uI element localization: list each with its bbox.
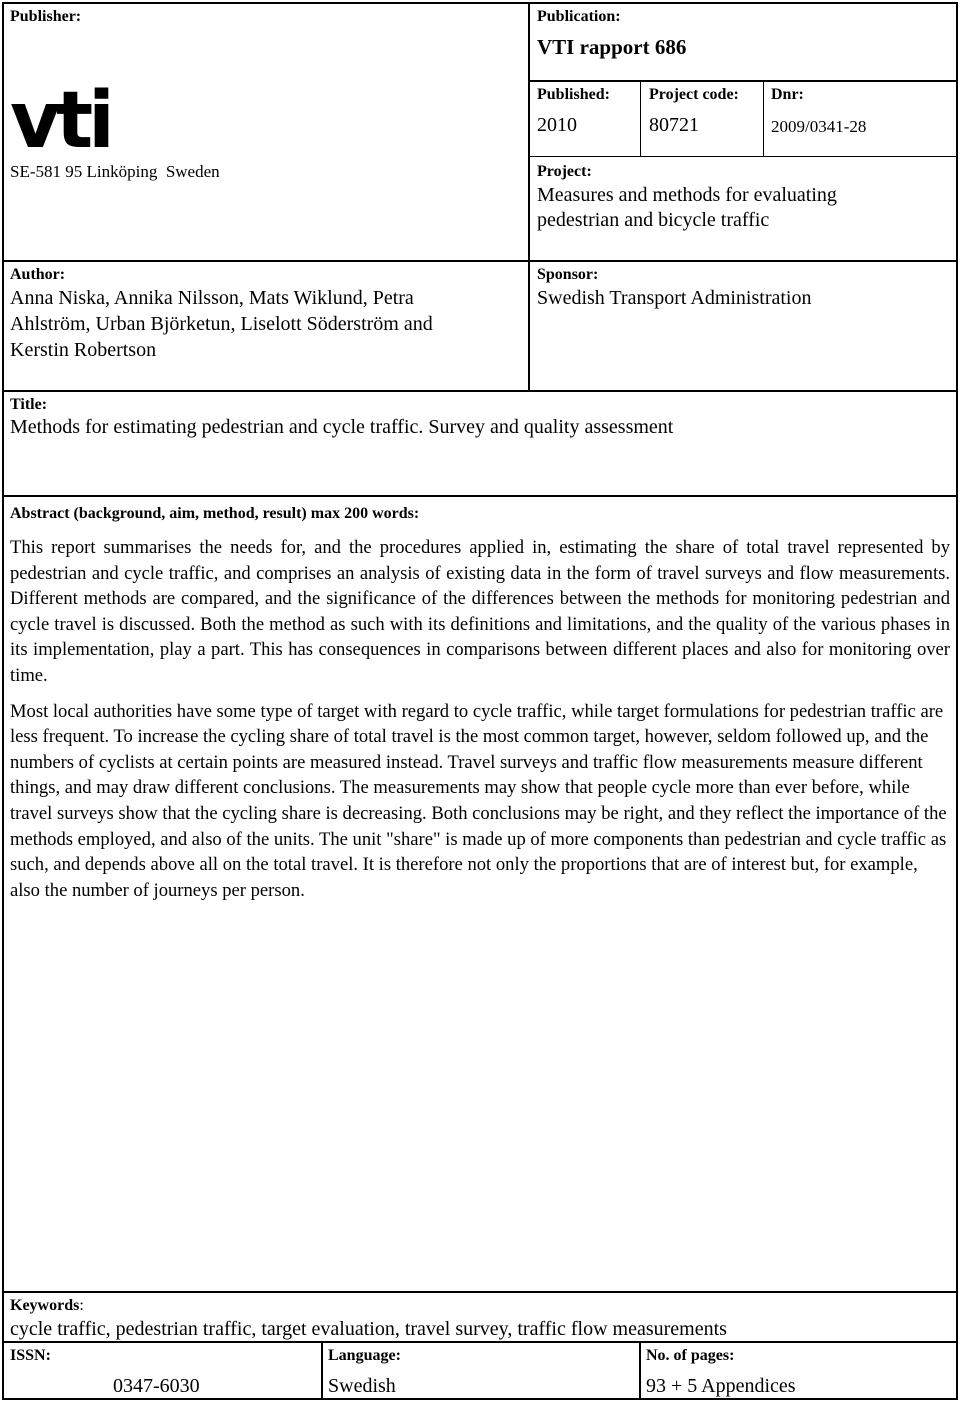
pages-value: 93 + 5 Appendices (646, 1375, 796, 1397)
publisher-address: SE-581 95 Linköping Sweden (10, 162, 220, 181)
divider-row1 (2, 260, 958, 262)
issn-label: ISSN: (10, 1347, 51, 1364)
title-label: Title: (10, 396, 48, 413)
divider-published (640, 80, 641, 157)
abstract-label: Abstract (background, aim, method, result) max 200 words: (10, 505, 420, 522)
divider-issn-row (2, 1341, 958, 1343)
author-line-1: Anna Niska, Annika Nilsson, Mats Wiklund, Petra (10, 287, 414, 309)
frame-right (956, 2, 958, 1400)
published-value: 2010 (537, 114, 577, 136)
author-label: Author: (10, 266, 66, 283)
abstract-paragraph-1: This report summarises the needs for, and the procedures applied in, estimating the share of total travel represented by pedestrian and cycle traffic, and comprises an analysis of existing data in the form of travel surveys and flow measurements. Different methods are compared, and the significance of the differences between the methods for monitoring pedestrian and cycle travel is discussed. Both the method as such with its definitions and limitations, and the quality of the various phases in its implementation, play a part. This has consequences in comparisons between different places and also for monitoring over time. (10, 537, 950, 686)
keywords-label: Keywords (10, 1297, 80, 1314)
frame-left (2, 2, 4, 1400)
sponsor-value: Swedish Transport Administration (537, 287, 812, 309)
divider-vertical-main (528, 2, 530, 391)
publication-value: VTI rapport 686 (537, 35, 687, 59)
project-line-2: pedestrian and bicycle traffic (537, 209, 770, 231)
dnr-value: 2009/0341-28 (771, 117, 867, 136)
divider-published-row (528, 156, 958, 157)
keywords-value: cycle traffic, pedestrian traffic, target evaluation, travel survey, traffic flow measurements (10, 1318, 727, 1340)
project-code-value: 80721 (649, 114, 699, 136)
keywords-label-wrap (10, 1297, 84, 1315)
abstract-paragraph-2: Most local authorities have some type of target with regard to cycle traffic, while target formulations for pedestrian traffic are less frequent. To increase the cycling share of total travel is the most common target, however, seldom followed up, and the numbers of cyclists at certain points are measured instead. Travel surveys and traffic flow measurements measure different things, and may draw different conclusions. The measurements may show that people cycle more than ever before, while travel surveys show that the cycling share is decreasing. Both conclusions may be right, and they reflect the importance of the methods employed, and also of the units. The unit "share" is made up of more components than pedestrian and cycle traffic as such, and depends above all on the total travel. It is therefore not only the proportions that are of interest but, for example, also the number of journeys per person. (10, 700, 947, 901)
divider-row2 (2, 390, 958, 392)
title-value: Methods for estimating pedestrian and cycle traffic. Survey and quality assessment (10, 416, 674, 438)
sponsor-label: Sponsor: (537, 266, 599, 283)
divider-project-code (763, 80, 764, 157)
vti-logo: vti (10, 76, 110, 166)
project-label: Project: (537, 163, 592, 180)
abstract-body (10, 535, 950, 913)
divider-title (2, 495, 958, 497)
publication-label: Publication: (537, 8, 621, 25)
language-label: Language: (328, 1347, 401, 1364)
divider-publication (528, 80, 958, 82)
published-label: Published: (537, 86, 610, 103)
frame-top (2, 2, 958, 4)
project-line-1: Measures and methods for evaluating (537, 184, 837, 206)
issn-value: 0347-6030 (113, 1375, 200, 1397)
divider-language (639, 1341, 641, 1400)
author-line-3: Kerstin Robertson (10, 339, 157, 361)
pages-label: No. of pages: (646, 1347, 735, 1364)
publisher-label: Publisher: (10, 8, 82, 25)
dnr-label: Dnr: (771, 86, 804, 103)
author-line-2: Ahlström, Urban Björketun, Liselott Söderström and (10, 313, 433, 335)
language-value: Swedish (328, 1375, 396, 1397)
project-code-label: Project code: (649, 86, 739, 103)
divider-keywords (2, 1291, 958, 1293)
frame-bottom (2, 1398, 958, 1400)
divider-issn (321, 1341, 323, 1400)
keywords-colon: : (79, 1297, 84, 1314)
